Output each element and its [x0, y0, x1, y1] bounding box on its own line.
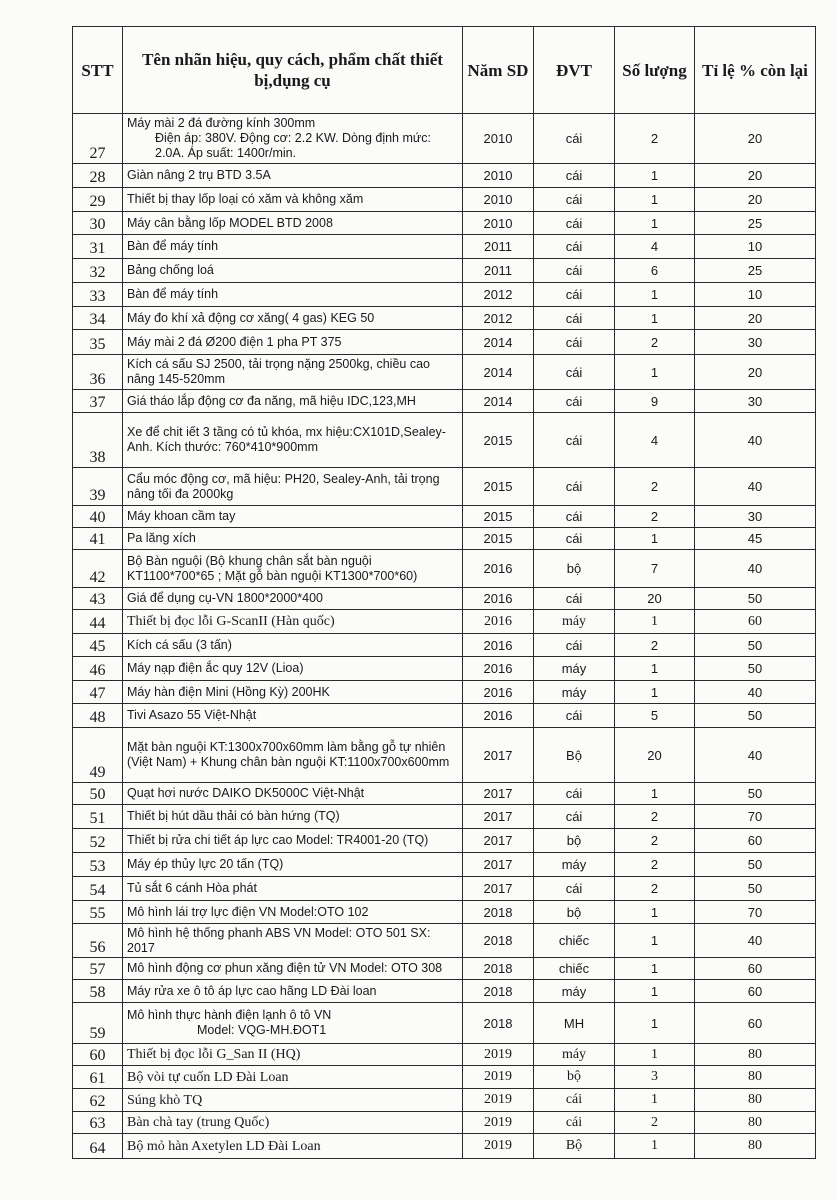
equipment-name-line-1: Mô hình thực hành điện lạnh ô tô VN — [127, 1008, 332, 1022]
unit: cái — [534, 1089, 615, 1112]
quantity: 2 — [615, 1112, 695, 1134]
row-number: 32 — [73, 259, 123, 283]
quantity: 4 — [615, 235, 695, 259]
remaining-ratio: 40 — [695, 550, 816, 588]
remaining-ratio: 10 — [695, 283, 816, 307]
year-of-use: 2011 — [463, 259, 534, 283]
table-row — [73, 1066, 816, 1089]
table-row — [73, 188, 816, 212]
unit: máy — [534, 853, 615, 877]
unit: máy — [534, 657, 615, 681]
quantity: 1 — [615, 528, 695, 550]
equipment-name: Mô hình hệ thống phanh ABS VN Model: OTO 501 SX: 2017 — [123, 924, 463, 958]
year-of-use: 2016 — [463, 588, 534, 610]
row-number: 41 — [73, 528, 123, 550]
table-row — [73, 877, 816, 901]
year-of-use: 2016 — [463, 610, 534, 634]
quantity: 1 — [615, 188, 695, 212]
quantity: 2 — [615, 114, 695, 164]
year-of-use: 2010 — [463, 114, 534, 164]
row-number: 59 — [73, 1003, 123, 1044]
table-row — [73, 468, 816, 506]
equipment-name: Máy mài 2 đá Ø200 điện 1 pha PT 375 — [123, 330, 463, 355]
year-of-use: 2014 — [463, 355, 534, 390]
equipment-name: Bộ vòi tự cuốn LD Đài Loan — [123, 1066, 463, 1089]
equipment-name: Bàn để máy tính — [123, 235, 463, 259]
equipment-name-line-2: Model: VQG-MH.ĐOT1 — [197, 1023, 327, 1037]
table-row — [73, 1089, 816, 1112]
quantity: 1 — [615, 681, 695, 704]
equipment-name: Pa lăng xích — [123, 528, 463, 550]
row-number: 35 — [73, 330, 123, 355]
year-of-use: 2017 — [463, 853, 534, 877]
quantity: 1 — [615, 307, 695, 330]
year-of-use: 2016 — [463, 634, 534, 657]
row-number: 55 — [73, 901, 123, 924]
equipment-name: Máy nạp điện ắc quy 12V (Lioa) — [123, 657, 463, 681]
table-body — [73, 114, 816, 1159]
year-of-use: 2012 — [463, 283, 534, 307]
remaining-ratio: 80 — [695, 1066, 816, 1089]
table-row — [73, 853, 816, 877]
row-number: 46 — [73, 657, 123, 681]
unit: máy — [534, 681, 615, 704]
row-number: 40 — [73, 506, 123, 528]
row-number: 64 — [73, 1134, 123, 1159]
unit: cái — [534, 468, 615, 506]
year-of-use: 2010 — [463, 188, 534, 212]
year-of-use: 2017 — [463, 805, 534, 829]
quantity: 1 — [615, 1044, 695, 1066]
remaining-ratio: 50 — [695, 853, 816, 877]
year-of-use: 2019 — [463, 1044, 534, 1066]
equipment-name: Thiết bị thay lốp loại có xăm và không xăm — [123, 188, 463, 212]
quantity: 1 — [615, 610, 695, 634]
table-row — [73, 783, 816, 805]
row-number: 30 — [73, 212, 123, 235]
quantity: 1 — [615, 283, 695, 307]
table-row — [73, 980, 816, 1003]
row-number: 36 — [73, 355, 123, 390]
remaining-ratio: 40 — [695, 413, 816, 468]
quantity: 2 — [615, 330, 695, 355]
unit: bộ — [534, 550, 615, 588]
remaining-ratio: 60 — [695, 610, 816, 634]
quantity: 1 — [615, 164, 695, 188]
table-row — [73, 1003, 816, 1044]
unit: cái — [534, 307, 615, 330]
remaining-ratio: 80 — [695, 1134, 816, 1159]
equipment-table — [72, 26, 816, 1159]
table-row — [73, 307, 816, 330]
remaining-ratio: 45 — [695, 528, 816, 550]
remaining-ratio: 25 — [695, 259, 816, 283]
equipment-name: Tivi Asazo 55 Việt-Nhật — [123, 704, 463, 728]
quantity: 7 — [615, 550, 695, 588]
year-of-use: 2017 — [463, 728, 534, 783]
equipment-name — [123, 1003, 463, 1044]
row-number: 62 — [73, 1089, 123, 1112]
table-row — [73, 1112, 816, 1134]
equipment-name: Súng khò TQ — [123, 1089, 463, 1112]
row-number: 61 — [73, 1066, 123, 1089]
equipment-name-line-1: Máy mài 2 đá đường kính 300mm — [127, 116, 316, 130]
table-row — [73, 728, 816, 783]
equipment-name: Máy cân bằng lốp MODEL BTD 2008 — [123, 212, 463, 235]
equipment-name: Kích cá sấu (3 tấn) — [123, 634, 463, 657]
table-header-row — [73, 27, 816, 114]
header-remaining-ratio: Tỉ lệ % còn lại — [695, 27, 816, 114]
year-of-use: 2018 — [463, 958, 534, 980]
equipment-name: Thiết bị đọc lỗi G-ScanII (Hàn quốc) — [123, 610, 463, 634]
unit: bộ — [534, 829, 615, 853]
equipment-name: Bàn chà tay (trung Quốc) — [123, 1112, 463, 1134]
table-row — [73, 634, 816, 657]
row-number: 51 — [73, 805, 123, 829]
equipment-name: Kích cá sấu SJ 2500, tải trọng nặng 2500kg, chiều cao nâng 145-520mm — [123, 355, 463, 390]
year-of-use: 2015 — [463, 528, 534, 550]
table-row — [73, 235, 816, 259]
remaining-ratio: 50 — [695, 877, 816, 901]
row-number: 29 — [73, 188, 123, 212]
year-of-use: 2016 — [463, 550, 534, 588]
row-number: 58 — [73, 980, 123, 1003]
quantity: 9 — [615, 390, 695, 413]
year-of-use: 2018 — [463, 1003, 534, 1044]
equipment-name: Thiết bị hút dầu thải có bàn hứng (TQ) — [123, 805, 463, 829]
equipment-name: Giá tháo lắp động cơ đa năng, mã hiệu IDC,123,MH — [123, 390, 463, 413]
table-row — [73, 829, 816, 853]
unit: MH — [534, 1003, 615, 1044]
equipment-name: Giàn nâng 2 trụ BTD 3.5A — [123, 164, 463, 188]
unit: Bộ — [534, 728, 615, 783]
equipment-name: Bộ mỏ hàn Axetylen LD Đài Loan — [123, 1134, 463, 1159]
equipment-name: Xe để chit iết 3 tầng có tủ khóa, mx hiệu:CX101D,Sealey-Anh. Kích thước: 760*410*900mm — [123, 413, 463, 468]
unit: chiếc — [534, 924, 615, 958]
quantity: 1 — [615, 901, 695, 924]
remaining-ratio: 60 — [695, 829, 816, 853]
header-unit: ĐVT — [534, 27, 615, 114]
year-of-use: 2019 — [463, 1134, 534, 1159]
unit: cái — [534, 355, 615, 390]
unit: cái — [534, 506, 615, 528]
year-of-use: 2017 — [463, 877, 534, 901]
table-row — [73, 528, 816, 550]
row-number: 34 — [73, 307, 123, 330]
header-year: Năm SD — [463, 27, 534, 114]
equipment-name: Quạt hơi nước DAIKO DK5000C Việt-Nhật — [123, 783, 463, 805]
unit: Bộ — [534, 1134, 615, 1159]
remaining-ratio: 20 — [695, 164, 816, 188]
remaining-ratio: 50 — [695, 783, 816, 805]
quantity: 20 — [615, 588, 695, 610]
table-row — [73, 1134, 816, 1159]
year-of-use: 2016 — [463, 704, 534, 728]
row-number: 49 — [73, 728, 123, 783]
remaining-ratio: 50 — [695, 657, 816, 681]
table-row — [73, 283, 816, 307]
unit: bộ — [534, 901, 615, 924]
unit: máy — [534, 1044, 615, 1066]
year-of-use: 2015 — [463, 468, 534, 506]
row-number: 42 — [73, 550, 123, 588]
equipment-name: Mô hình lái trợ lực điện VN Model:OTO 102 — [123, 901, 463, 924]
remaining-ratio: 40 — [695, 728, 816, 783]
quantity: 1 — [615, 980, 695, 1003]
equipment-name — [123, 114, 463, 164]
year-of-use: 2012 — [463, 307, 534, 330]
unit: cái — [534, 390, 615, 413]
remaining-ratio: 20 — [695, 307, 816, 330]
year-of-use: 2011 — [463, 235, 534, 259]
table-row — [73, 550, 816, 588]
equipment-name: Cẩu móc động cơ, mã hiệu: PH20, Sealey-Anh, tải trọng nâng tối đa 2000kg — [123, 468, 463, 506]
quantity: 1 — [615, 657, 695, 681]
unit: cái — [534, 588, 615, 610]
unit: cái — [534, 188, 615, 212]
table-row — [73, 330, 816, 355]
row-number: 53 — [73, 853, 123, 877]
header-stt: STT — [73, 27, 123, 114]
unit: máy — [534, 980, 615, 1003]
quantity: 6 — [615, 259, 695, 283]
equipment-name: Thiết bị rửa chi tiết áp lực cao Model: TR4001-20 (TQ) — [123, 829, 463, 853]
equipment-name: Tủ sắt 6 cánh Hòa phát — [123, 877, 463, 901]
year-of-use: 2018 — [463, 901, 534, 924]
table-row — [73, 657, 816, 681]
row-number: 43 — [73, 588, 123, 610]
quantity: 2 — [615, 877, 695, 901]
remaining-ratio: 80 — [695, 1089, 816, 1112]
year-of-use: 2016 — [463, 657, 534, 681]
row-number: 60 — [73, 1044, 123, 1066]
table-row — [73, 901, 816, 924]
table-row — [73, 114, 816, 164]
remaining-ratio: 50 — [695, 588, 816, 610]
year-of-use: 2010 — [463, 164, 534, 188]
table-row — [73, 259, 816, 283]
row-number: 44 — [73, 610, 123, 634]
equipment-name: Máy khoan cầm tay — [123, 506, 463, 528]
table-row — [73, 212, 816, 235]
equipment-name: Máy ép thủy lực 20 tấn (TQ) — [123, 853, 463, 877]
unit: cái — [534, 805, 615, 829]
unit: cái — [534, 413, 615, 468]
equipment-name: Máy hàn điện Mini (Hồng Kỳ) 200HK — [123, 681, 463, 704]
equipment-name: Bảng chống loá — [123, 259, 463, 283]
quantity: 2 — [615, 805, 695, 829]
remaining-ratio: 50 — [695, 634, 816, 657]
remaining-ratio: 60 — [695, 1003, 816, 1044]
remaining-ratio: 30 — [695, 330, 816, 355]
equipment-name: Bộ Bàn nguội (Bộ khung chân sắt bàn nguội KT1100*700*65 ; Mặt gỗ bàn nguội KT1300*700*60) — [123, 550, 463, 588]
remaining-ratio: 40 — [695, 924, 816, 958]
remaining-ratio: 20 — [695, 355, 816, 390]
table-row — [73, 805, 816, 829]
table-row — [73, 506, 816, 528]
row-number: 31 — [73, 235, 123, 259]
quantity: 1 — [615, 1089, 695, 1112]
unit: cái — [534, 114, 615, 164]
unit: cái — [534, 283, 615, 307]
remaining-ratio: 40 — [695, 468, 816, 506]
unit: chiếc — [534, 958, 615, 980]
table-row — [73, 681, 816, 704]
quantity: 1 — [615, 924, 695, 958]
table-row — [73, 924, 816, 958]
table-row — [73, 1044, 816, 1066]
unit: cái — [534, 212, 615, 235]
quantity: 2 — [615, 829, 695, 853]
table-row — [73, 390, 816, 413]
row-number: 57 — [73, 958, 123, 980]
remaining-ratio: 20 — [695, 188, 816, 212]
row-number: 38 — [73, 413, 123, 468]
equipment-name-line-2: Điện áp: 380V. Động cơ: 2.2 KW. Dòng định mức: 2.0A. Áp suất: 1400r/min. — [155, 131, 431, 160]
row-number: 37 — [73, 390, 123, 413]
remaining-ratio: 30 — [695, 506, 816, 528]
quantity: 1 — [615, 958, 695, 980]
quantity: 4 — [615, 413, 695, 468]
unit: cái — [534, 528, 615, 550]
quantity: 1 — [615, 1003, 695, 1044]
unit: cái — [534, 164, 615, 188]
unit: cái — [534, 1112, 615, 1134]
remaining-ratio: 60 — [695, 958, 816, 980]
table-row — [73, 355, 816, 390]
quantity: 2 — [615, 468, 695, 506]
table-row — [73, 588, 816, 610]
quantity: 2 — [615, 853, 695, 877]
quantity: 2 — [615, 634, 695, 657]
remaining-ratio: 40 — [695, 681, 816, 704]
year-of-use: 2016 — [463, 681, 534, 704]
equipment-name: Giá để dụng cụ-VN 1800*2000*400 — [123, 588, 463, 610]
table-row — [73, 610, 816, 634]
header-name: Tên nhãn hiệu, quy cách, phẩm chất thiết bị,dụng cụ — [123, 27, 463, 114]
year-of-use: 2019 — [463, 1112, 534, 1134]
year-of-use: 2018 — [463, 924, 534, 958]
year-of-use: 2015 — [463, 413, 534, 468]
unit: cái — [534, 783, 615, 805]
row-number: 27 — [73, 114, 123, 164]
table-row — [73, 958, 816, 980]
unit: cái — [534, 704, 615, 728]
year-of-use: 2018 — [463, 980, 534, 1003]
quantity: 20 — [615, 728, 695, 783]
remaining-ratio: 60 — [695, 980, 816, 1003]
equipment-name: Mặt bàn nguội KT:1300x700x60mm làm bằng gỗ tự nhiên (Việt Nam) + Khung chân bàn nguội KT:1100x700x600mm — [123, 728, 463, 783]
unit: cái — [534, 235, 615, 259]
unit: cái — [534, 634, 615, 657]
table-row — [73, 413, 816, 468]
year-of-use: 2010 — [463, 212, 534, 235]
year-of-use: 2019 — [463, 1066, 534, 1089]
row-number: 28 — [73, 164, 123, 188]
remaining-ratio: 20 — [695, 114, 816, 164]
year-of-use: 2017 — [463, 783, 534, 805]
header-quantity: Số lượng — [615, 27, 695, 114]
quantity: 1 — [615, 212, 695, 235]
unit: máy — [534, 610, 615, 634]
year-of-use: 2014 — [463, 390, 534, 413]
row-number: 52 — [73, 829, 123, 853]
unit: cái — [534, 259, 615, 283]
equipment-name: Máy rửa xe ô tô áp lực cao hãng LD Đài loan — [123, 980, 463, 1003]
row-number: 54 — [73, 877, 123, 901]
year-of-use: 2014 — [463, 330, 534, 355]
quantity: 1 — [615, 355, 695, 390]
row-number: 56 — [73, 924, 123, 958]
equipment-name: Bàn để máy tính — [123, 283, 463, 307]
remaining-ratio: 50 — [695, 704, 816, 728]
unit: bộ — [534, 1066, 615, 1089]
quantity: 2 — [615, 506, 695, 528]
remaining-ratio: 80 — [695, 1044, 816, 1066]
unit: cái — [534, 330, 615, 355]
table-row — [73, 704, 816, 728]
quantity: 1 — [615, 1134, 695, 1159]
row-number: 47 — [73, 681, 123, 704]
remaining-ratio: 80 — [695, 1112, 816, 1134]
quantity: 5 — [615, 704, 695, 728]
remaining-ratio: 30 — [695, 390, 816, 413]
year-of-use: 2017 — [463, 829, 534, 853]
equipment-name: Thiết bị đọc lỗi G_San II (HQ) — [123, 1044, 463, 1066]
row-number: 33 — [73, 283, 123, 307]
year-of-use: 2015 — [463, 506, 534, 528]
year-of-use: 2019 — [463, 1089, 534, 1112]
remaining-ratio: 25 — [695, 212, 816, 235]
table-row — [73, 164, 816, 188]
equipment-name: Mô hình động cơ phun xăng điện tử VN Model: OTO 308 — [123, 958, 463, 980]
quantity: 1 — [615, 783, 695, 805]
unit: cái — [534, 877, 615, 901]
remaining-ratio: 10 — [695, 235, 816, 259]
row-number: 50 — [73, 783, 123, 805]
row-number: 39 — [73, 468, 123, 506]
remaining-ratio: 70 — [695, 805, 816, 829]
quantity: 3 — [615, 1066, 695, 1089]
row-number: 48 — [73, 704, 123, 728]
row-number: 45 — [73, 634, 123, 657]
remaining-ratio: 70 — [695, 901, 816, 924]
equipment-name: Máy đo khí xả động cơ xăng( 4 gas) KEG 50 — [123, 307, 463, 330]
row-number: 63 — [73, 1112, 123, 1134]
